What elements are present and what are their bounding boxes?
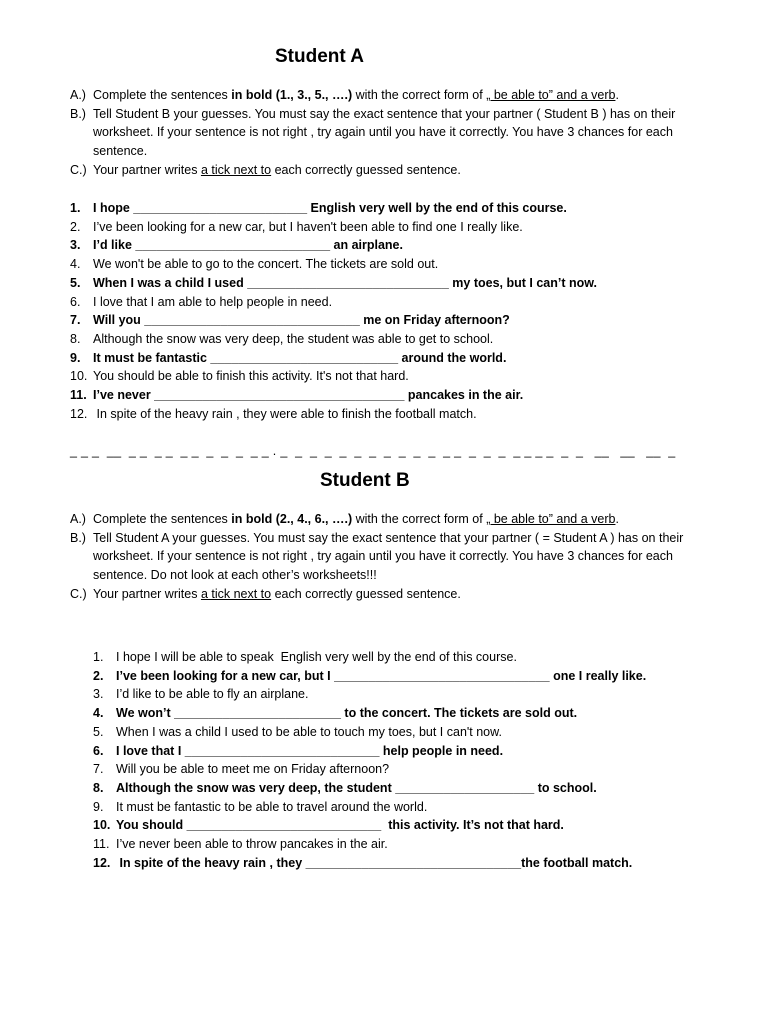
sentence-number: 5. xyxy=(70,275,81,290)
sentence-number: 9. xyxy=(93,799,104,814)
sentence-text: I hope I will be able to speak English very well by the end of this course. xyxy=(116,650,517,664)
sentence-text: It must be fantastic ___________________________ around the world. xyxy=(93,350,507,365)
instruction-text-part: „ be able to” and a verb xyxy=(486,512,616,526)
instruction-text xyxy=(93,105,710,161)
sentence-item xyxy=(93,816,713,835)
sentence-item xyxy=(93,685,713,704)
sentence-text: When I was a child I used _____________________________ my toes, but I can’t now. xyxy=(93,275,597,290)
sentence-text: In spite of the heavy rain , they were able to finish the football match. xyxy=(93,406,477,421)
sentence-text: I love that I ____________________________ help people in need. xyxy=(116,743,504,758)
sentence-text: I’d like ____________________________ an airplane. xyxy=(93,238,403,253)
sentence-text: I hope _________________________ English very well by the end of this course. xyxy=(93,201,567,215)
sentence-item xyxy=(93,742,713,761)
sentence-text: I’ve never ____________________________________ pancakes in the air. xyxy=(93,388,524,403)
sentence-text: Although the snow was very deep, the student was able to get to school. xyxy=(93,331,494,346)
sentence-text: We won't be able to go to the concert. The tickets are sold out. xyxy=(93,257,439,272)
sentence-item xyxy=(70,330,720,349)
student-b-title: Student B xyxy=(320,470,410,491)
sentence-text: You should be able to finish this activity. It's not that hard. xyxy=(93,369,409,384)
instruction-label: C.) xyxy=(70,162,87,177)
sentence-item xyxy=(70,293,720,312)
sentence-text: When I was a child I used to be able to touch my toes, but I can't now. xyxy=(116,724,502,739)
instruction-label: A.) xyxy=(70,88,86,102)
sentence-number: 7. xyxy=(70,313,81,328)
sentence-item xyxy=(70,349,720,368)
instruction-text xyxy=(93,585,710,604)
instruction-text-part: in bold (1., 3., 5., ….) xyxy=(231,88,353,102)
sentence-text: I’ve been looking for a new car, but I _______________________________ one I really like. xyxy=(116,668,647,683)
instruction-text-part: . xyxy=(615,88,619,102)
instruction-c xyxy=(70,161,710,180)
sentence-item xyxy=(93,798,713,817)
sentence-item xyxy=(70,255,720,274)
sentence-item xyxy=(70,199,720,218)
sentence-item xyxy=(70,367,720,386)
instruction-label: C.) xyxy=(70,586,87,601)
instruction-label: A.) xyxy=(70,512,86,526)
instruction-b xyxy=(70,529,710,585)
sentence-number: 5. xyxy=(93,724,104,739)
sentence-number: 6. xyxy=(70,294,81,309)
sentence-text: Will you _______________________________ me on Friday afternoon? xyxy=(93,313,510,328)
instruction-c xyxy=(70,585,710,604)
sentence-item xyxy=(93,704,713,723)
instruction-label: B.) xyxy=(70,106,86,121)
sentence-number: 8. xyxy=(93,780,104,795)
sentence-number: 3. xyxy=(70,238,81,253)
instruction-text xyxy=(93,529,710,585)
sentence-number: 1. xyxy=(70,201,81,215)
instruction-text-part: . xyxy=(615,512,619,526)
instruction-text-part: Your partner writes xyxy=(93,162,201,177)
sentence-text: I’ve been looking for a new car, but I haven't been able to find one I really like. xyxy=(93,219,523,234)
student-b-instructions xyxy=(70,510,710,604)
sentence-text: Will you be able to meet me on Friday afternoon? xyxy=(116,762,390,777)
sentence-item xyxy=(70,405,720,424)
instruction-text-part: with the correct form of xyxy=(352,88,487,102)
sentence-number: 10. xyxy=(70,369,88,384)
sentence-number: 4. xyxy=(93,706,104,721)
sentence-text: It must be fantastic to be able to travel around the world. xyxy=(116,799,428,814)
sentence-number: 6. xyxy=(93,743,104,758)
student-a-sentence-list xyxy=(70,199,720,423)
sentence-number: 3. xyxy=(93,687,104,702)
sentence-item xyxy=(93,648,713,667)
sentence-text: Although the snow was very deep, the student ____________________ to school. xyxy=(116,780,597,795)
sentence-number: 1. xyxy=(93,650,104,664)
sentence-number: 11. xyxy=(70,388,87,403)
instruction-text-part: each correctly guessed sentence. xyxy=(271,586,461,601)
instruction-text-part: a tick next to xyxy=(200,586,272,601)
instruction-text-part: with the correct form of xyxy=(352,512,487,526)
instruction-text-part: Complete the sentences xyxy=(93,88,232,102)
instruction-label: B.) xyxy=(70,530,86,545)
instruction-text-part: „ be able to” and a verb xyxy=(486,88,616,102)
sentence-item xyxy=(93,835,713,854)
sentence-text: We won’t ________________________ to the concert. The tickets are sold out. xyxy=(116,706,578,721)
instruction-text-part: Tell Student B your guesses. You must say the exact sentence that your partner ( Student B ) has on their worksheet. If your sentence is not right , try again until you have it correctly. You have 3 chances for each sentence. xyxy=(93,106,676,159)
sentence-number: 7. xyxy=(93,762,104,777)
instruction-a xyxy=(70,510,710,529)
sentence-text: I love that I am able to help people in need. xyxy=(93,294,333,309)
student-a-instructions xyxy=(70,86,710,180)
sentence-number: 11. xyxy=(93,837,110,852)
instruction-text-part: in bold (2., 4., 6., ….) xyxy=(231,512,353,526)
sentence-number: 2. xyxy=(93,668,104,683)
sentence-item xyxy=(93,854,713,873)
student-a-title: Student A xyxy=(275,46,365,67)
instruction-text xyxy=(93,510,710,529)
instruction-b xyxy=(70,105,710,161)
instruction-text-part: each correctly guessed sentence. xyxy=(271,162,461,177)
sentence-number: 12. xyxy=(93,855,111,870)
instruction-text-part: Tell Student A your guesses. You must say the exact sentence that your partner ( = Student A ) has on their worksheet. If your sentence is not right , try again until you have it correctly. You have 3 chances for each sentence. Do not look at each other’s worksheets!!! xyxy=(93,530,684,583)
sentence-item xyxy=(70,218,720,237)
sentence-number: 2. xyxy=(70,219,81,234)
sentence-item xyxy=(70,274,720,293)
instruction-text xyxy=(93,86,710,105)
sentence-number: 10. xyxy=(93,818,111,833)
sentence-text: I’ve never been able to throw pancakes in the air. xyxy=(116,837,388,852)
sentence-number: 12. xyxy=(70,406,88,421)
sentence-number: 8. xyxy=(70,331,81,346)
sentence-text: You should ____________________________ this activity. It’s not that hard. xyxy=(116,818,564,833)
instruction-text-part: Your partner writes xyxy=(93,586,201,601)
sentence-item xyxy=(70,311,720,330)
sentence-item xyxy=(93,667,713,686)
sentence-item xyxy=(70,236,720,255)
sentence-item xyxy=(93,723,713,742)
cut-line-separator: _ _ _ __ _ _ _ _ _ _ _ _ _ _ _ . _ _ _ _ _ _ _ _ _ _ _ _ _ _ _ _ _ _ _ _ _ _ __ __ __ _ xyxy=(70,444,676,458)
sentence-number: 4. xyxy=(70,257,81,272)
sentence-text: In spite of the heavy rain , they _______________________________the football match. xyxy=(116,855,633,870)
instruction-text xyxy=(93,161,710,180)
sentence-number: 9. xyxy=(70,350,81,365)
instruction-text-part: Complete the sentences xyxy=(93,512,232,526)
sentence-text: I’d like to be able to fly an airplane. xyxy=(116,687,309,702)
instruction-a xyxy=(70,86,710,105)
student-b-sentence-list xyxy=(93,648,713,872)
sentence-item xyxy=(70,386,720,405)
sentence-item xyxy=(93,779,713,798)
instruction-text-part: a tick next to xyxy=(200,162,272,177)
sentence-item xyxy=(93,760,713,779)
